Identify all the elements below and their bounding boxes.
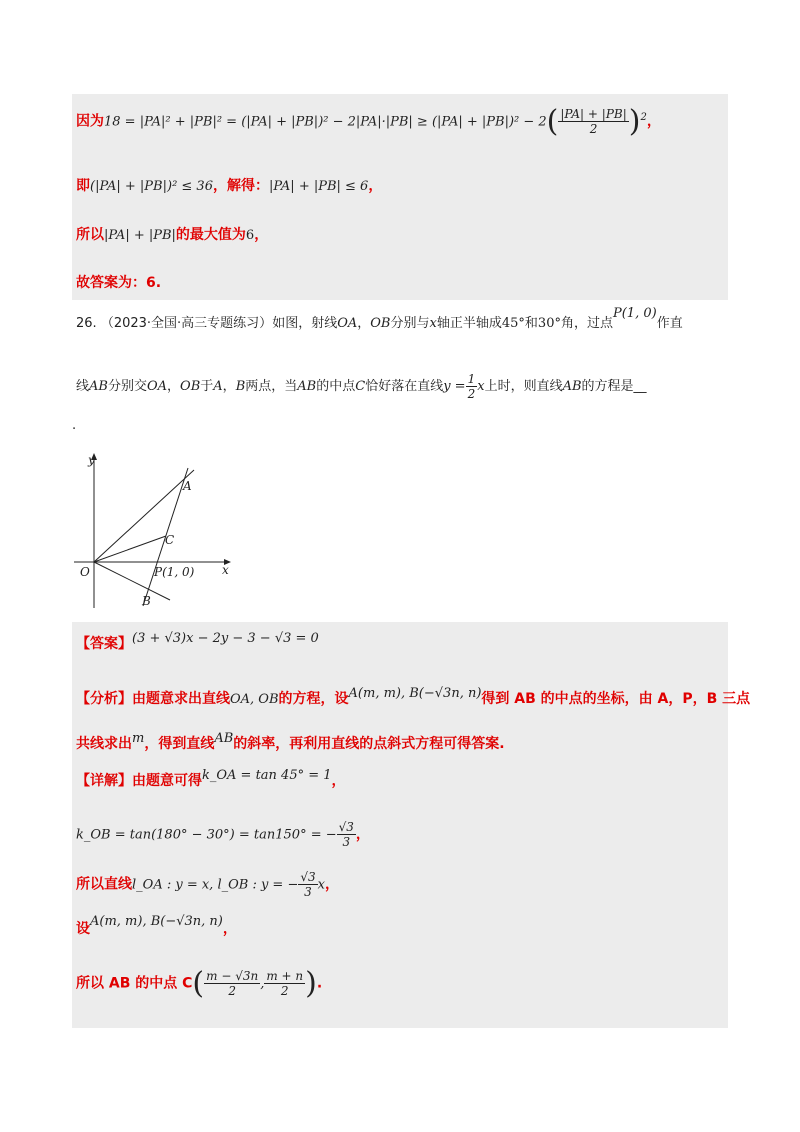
label-o: O	[80, 565, 90, 579]
question-line-2: 线AB分别交OA，OB于A，B两点，当AB的中点C恰好落在直线y = $\frac{1}{2}$ x上时，则直线AB的方程是__	[76, 372, 647, 401]
solution-line-2: 即(|PA| + |PB|)² ≤ 36，解得：|PA| + |PB| ≤ 6，	[76, 178, 383, 194]
solution-line-3: 所以|PA| + |PB|的最大值为6，	[76, 227, 269, 243]
label-p: P(1, 0)	[154, 565, 195, 579]
inequality-math: 18 = |PA|² + |PB|² = (|PA| + |PB|)² − 2|PA|·|PB| ≥ (|PA| + |PB|)² − 2	[104, 114, 547, 130]
question-source: （2023·全国·高三专题练习）	[100, 316, 273, 331]
detail-line-4: 设A(m, m), B(−√3n, n)，	[76, 914, 237, 937]
question-line-1: 26. （2023·全国·高三专题练习）如图，射线OA，OB分别与x轴正半轴成45°和30°角，过点P(1, 0)作直	[76, 306, 683, 331]
answer-tag: 【答案】	[76, 636, 132, 652]
label-c: C	[165, 533, 175, 547]
geometry-figure	[70, 448, 240, 618]
analysis-tag: 【分析】	[76, 691, 132, 707]
question-dot: .	[72, 418, 77, 433]
solution-line-1: 因为18 = |PA|² + |PB|² = (|PA| + |PB|)² − 2|PA|·|PB| ≥ (|PA| + |PB|)² − 2( $\frac{|PA| + |PB|}{2}$ )$^2$，	[76, 104, 661, 139]
fraction: $\frac{|PA| + |PB|}{2}$	[560, 107, 627, 136]
label-b: B	[142, 594, 151, 608]
answer-blank: __	[633, 379, 647, 394]
answer-line	[76, 633, 319, 653]
detail-line-3: 所以直线l_OA : y = x, l_OB : y = − $\frac{√3}{3}$ x，	[76, 870, 339, 899]
detail-line-2: k_OB = tan(180° − 30°) = tan150° = − $\frac{√3}{3}$ ，	[76, 820, 370, 849]
analysis-line-2: 共线求出m，得到直线AB的斜率，再利用直线的点斜式方程可得答案.	[76, 731, 505, 752]
solution-line-4: 故答案为：6.	[76, 275, 162, 291]
segment-oc	[94, 536, 166, 562]
analysis-line-1: 【分析】由题意求出直线OA, OB的方程，设A(m, m), B(−√3n, n)得到 AB 的中点的坐标，由 A，P，B 三点	[76, 686, 751, 707]
answer-math: (3 + √3)x − 2y − 3 − √3 = 0	[132, 631, 319, 646]
detail-line-1: 【详解】由题意可得k_OA = tan 45° = 1，	[76, 768, 346, 789]
label-a: A	[183, 479, 192, 493]
label-y: y	[88, 453, 95, 467]
ray-oa	[94, 470, 194, 562]
detail-tag: 【详解】	[76, 773, 132, 789]
label-x: x	[222, 563, 229, 577]
text-because: 因为	[76, 113, 104, 130]
detail-line-5: 所以 AB 的中点 C( $\frac{m - √3n}{2}$ , $\frac{m + n}{2}$ ).	[76, 966, 323, 1001]
